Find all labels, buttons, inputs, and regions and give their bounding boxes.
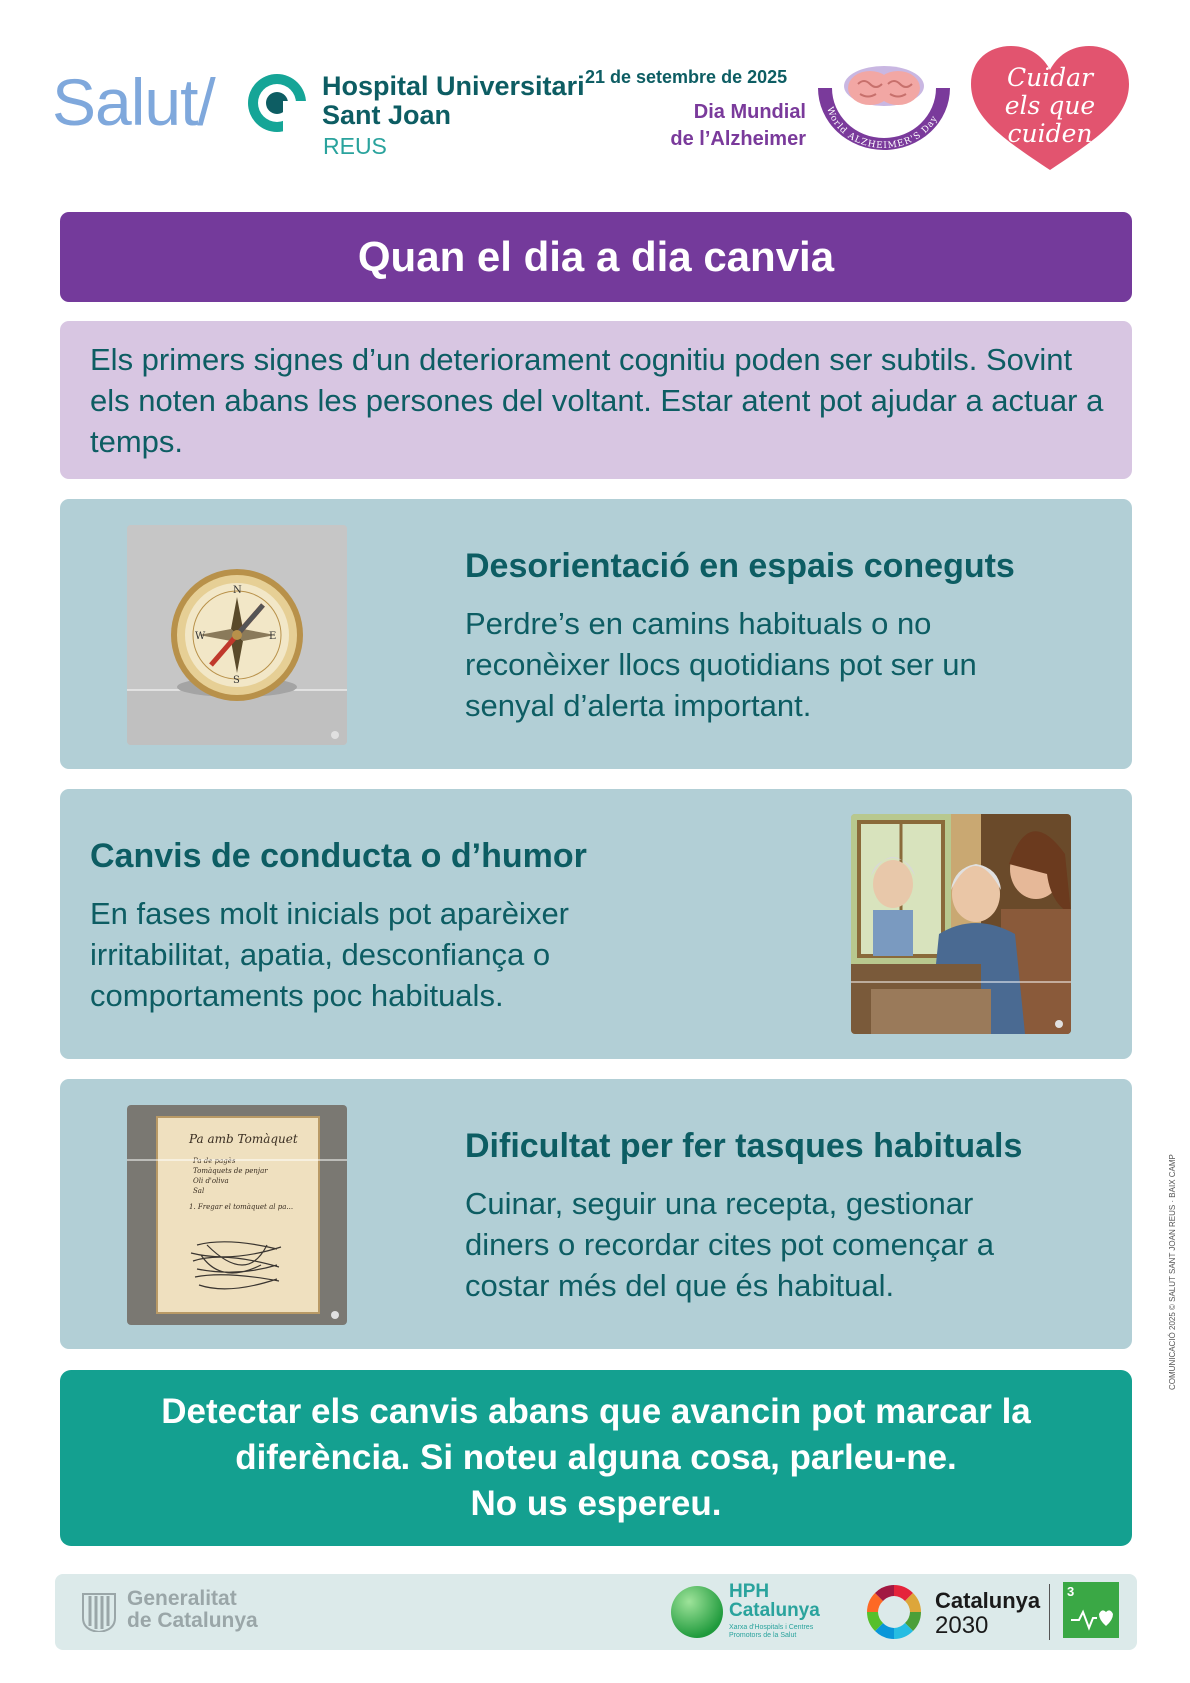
generalitat-line2: de Catalunya [127,1609,258,1632]
card-behaviour-change [60,789,1132,1059]
world-logo-text: World ALZHEIMER'S Day [824,105,941,152]
svg-text:S: S [233,675,240,686]
recipe-item: Sal [193,1187,205,1195]
recipe-step: 1. Fregar el tomàquet al pa... [189,1203,294,1211]
event-name [600,99,806,153]
sdg-wheel-icon [865,1583,923,1641]
salut-logo: Salut/ [52,65,215,139]
catalunya-2030-line1: Catalunya [935,1588,1041,1613]
svg-text:E: E [269,631,277,642]
card-title: Canvis de conducta o d’humor [90,837,587,875]
card-title: Dificultat per fer tasques habituals [465,1127,1023,1165]
hospital-name-line1: Hospital Universitari [322,71,585,101]
card-text: Perdre’s en camins habituals o no reconèixer llocs quotidians pot ser un senyal d’alerta important. [465,606,977,723]
card-disorientation [60,499,1132,769]
hph-globe-icon [669,1584,725,1640]
card-text: Cuinar, seguir una recepta, gestionar diners o recordar cites pot començar a costar més del que és habitual. [465,1186,994,1303]
elderly-woman-portrait-icon [851,814,1071,1034]
svg-text:W: W [195,631,206,642]
sdg3-health-icon [1063,1582,1119,1638]
hph-name [729,1582,820,1620]
world-alzheimers-day-logo-icon [808,58,960,160]
recipe-note-icon [127,1105,347,1325]
generalitat-name [127,1588,258,1632]
compass-icon [127,525,347,745]
heart-logo-icon [965,42,1135,174]
recipe-item: Tomàquets de penjar [193,1167,268,1175]
recipe-item: Oli d'oliva [193,1177,229,1185]
generalitat-shield-icon [81,1592,117,1632]
svg-text:N: N [233,585,242,596]
cta-line: No us espereu. [470,1484,722,1523]
page-title: Quan el dia a dia canvia [357,233,835,280]
svg-text:Cuidar: Cuidar [1006,63,1094,92]
card-daily-tasks [60,1079,1132,1349]
generalitat-line1: Generalitat [127,1587,237,1610]
svg-text:World ALZHEIMER'S Day [824,106,940,151]
hph-subtitle: Xarxa d'Hospitals i Centres Promotors de la Salut [729,1624,814,1639]
footer [55,1574,1137,1650]
sdg-number: 3 [1067,1584,1075,1599]
hph-line1: HPH [729,1581,770,1602]
hospital-name-line2: Sant Joan [322,100,452,130]
hospital-logo-icon [243,71,313,135]
title-bar [60,212,1132,302]
event-name-line2: de l’Alzheimer [670,128,806,150]
hph-line2: Catalunya [729,1600,820,1621]
catalunya-2030-line2: 2030 [935,1612,989,1639]
recipe-heading: Pa amb Tomàquet [189,1132,298,1146]
hospital-name [322,72,585,130]
intro-text: Els primers signes d’un deteriorament cognitiu poden ser subtils. Sovint els noten abans les persones del voltant. Estar atent pot ajudar a actuar a temps. [90,342,1104,459]
intro-box [60,321,1132,479]
hospital-city: REUS [323,133,387,159]
heartbeat-icon [1069,1604,1113,1632]
call-to-action-box [60,1370,1132,1546]
card-title: Desorientació en espais coneguts [465,547,1015,585]
svg-text:els que: els que [1004,91,1096,120]
event-name-line1: Dia Mundial [693,101,806,123]
cta-line: Detectar els canvis abans que avancin pot marcar la [161,1392,1031,1431]
recipe-item: Pa de pagès [193,1157,236,1165]
footer-divider [1049,1584,1050,1640]
event-date: 21 de setembre de 2025 [585,67,788,87]
svg-text:cuiden: cuiden [1007,119,1093,148]
side-credit: COMUNICACIÓ 2025 © SALUT SANT JOAN REUS · BAIX CAMP [1168,1154,1177,1390]
cta-line: diferència. Si noteu alguna cosa, parleu-ne. [235,1438,957,1477]
card-text: En fases molt inicials pot aparèixer irritabilitat, apatia, desconfiança o comportaments poc habituals. [90,896,570,1013]
